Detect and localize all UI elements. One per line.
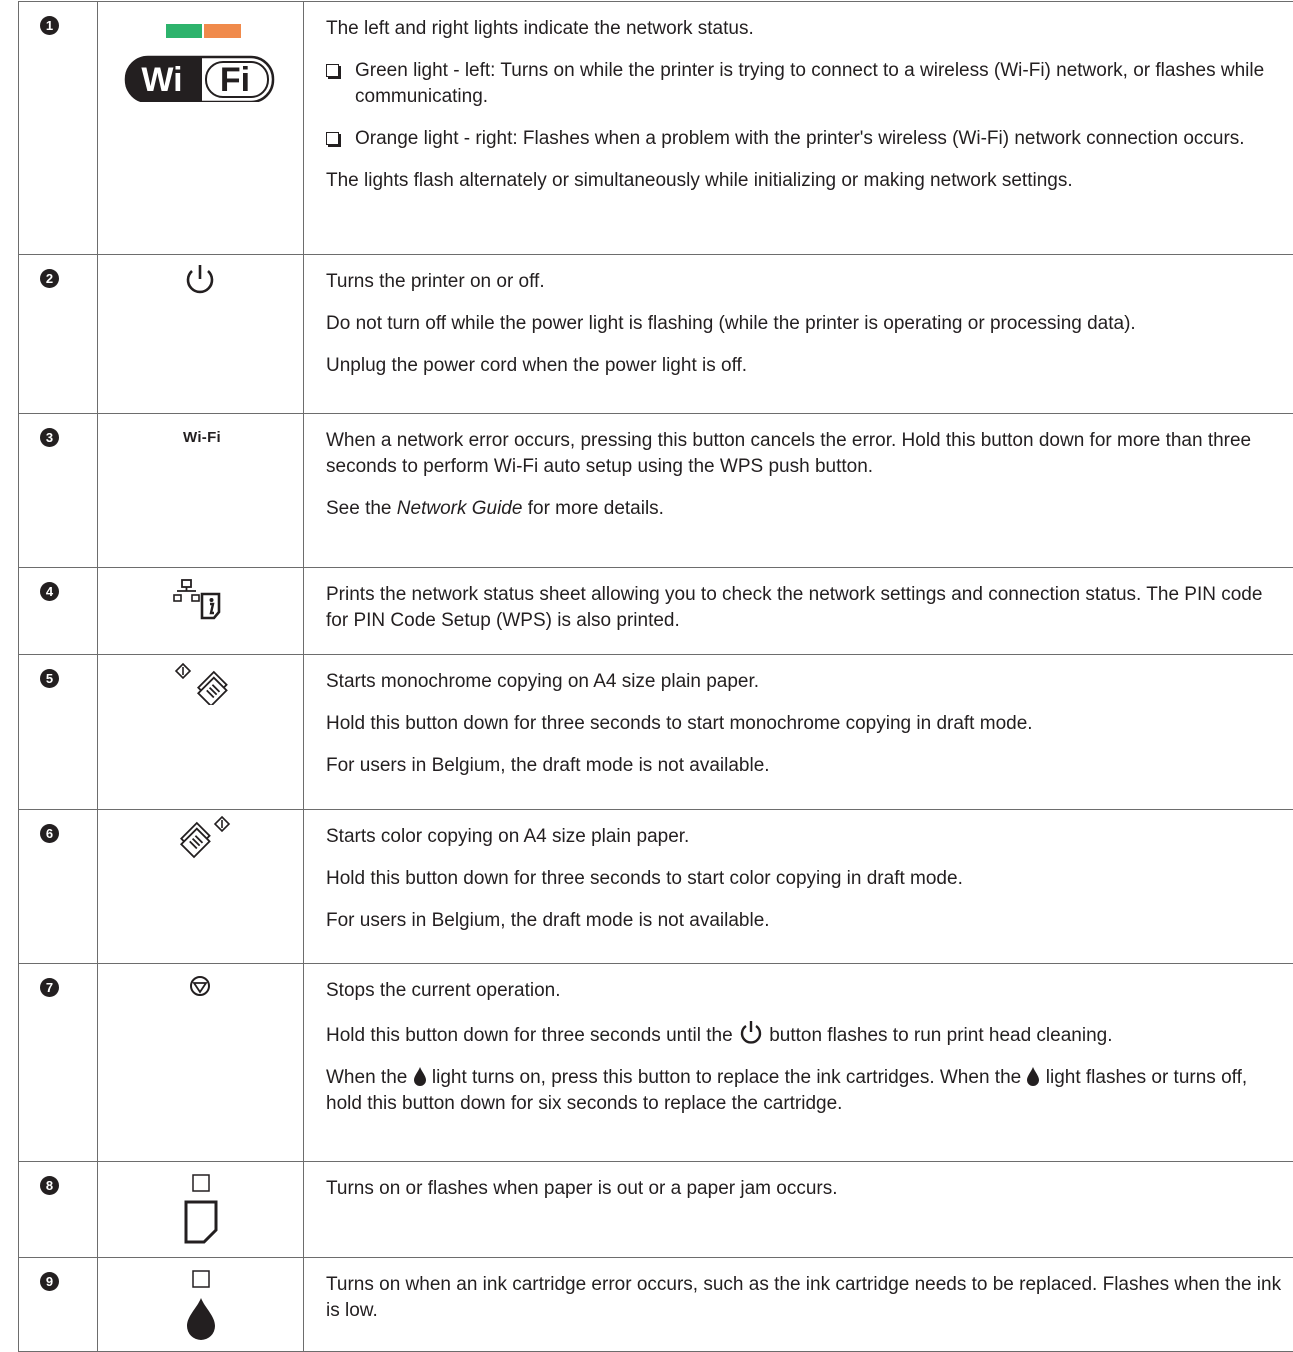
- row-number-badge: 3: [40, 428, 59, 447]
- checkbox-bullet-icon: [326, 64, 339, 77]
- table-row: 9 Turns on when an ink cartridge error occurs, such as the ink cartridge needs to be replaced. Flashes when the ink is low.: [19, 1258, 1293, 1352]
- list-item: Orange light - right: Flashes when a problem with the printer's wireless (Wi-Fi) network connection occurs.: [326, 126, 1283, 168]
- row-number-badge: 6: [40, 824, 59, 843]
- row-number-badge: 1: [40, 16, 59, 35]
- power-icon: [738, 1020, 764, 1044]
- table-row: [19, 2, 1293, 255]
- wifi-icon-text-left: Wi: [141, 61, 182, 99]
- table-row: 5 Starts monochrome copying on A4 size plain paper. Hold this button down for three seconds to start monochrome copying in draft mode. For users in Belgium, the draft mode is not available.: [19, 655, 1293, 810]
- color-copy-icon: [98, 810, 303, 865]
- ink-drop-icon: [1026, 1066, 1040, 1086]
- control-panel-table: [18, 1, 1293, 1352]
- power-icon: [98, 255, 303, 310]
- green-light: [166, 24, 202, 38]
- table-row: 3 Wi-Fi When a network error occurs, pressing this button cancels the error. Hold this button down for more than three seconds to perform Wi-Fi auto setup using the WPS push button. See the Network Guide for more details.: [19, 414, 1293, 568]
- mono-copy-icon: [98, 655, 303, 710]
- row-number-badge: 7: [40, 978, 59, 997]
- list-item: Green light - left: Turns on while the printer is trying to connect to a wireless (Wi-Fi) network, or flashes while communicating.: [326, 58, 1283, 126]
- table-row: 8 Turns on or flashes when paper is out or a paper jam occurs.: [19, 1162, 1293, 1258]
- network-status-sheet-icon: [98, 568, 303, 633]
- ink-drop-icon: [413, 1066, 427, 1086]
- wifi-icon-text-right: Fi: [220, 61, 250, 99]
- row-number-badge: 4: [40, 582, 59, 601]
- orange-light: [204, 24, 241, 38]
- row-outro: The lights flash alternately or simultaneously while initializing or making network settings.: [326, 168, 1283, 194]
- row-number-badge: 5: [40, 669, 59, 688]
- table-row: 2 Turns the printer on or off. Do not turn off while the power light is flashing (while the printer is operating or processing data). Unplug the power cord when the power light is off.: [19, 255, 1293, 414]
- table-row: 7 Stops the current operation. Hold this button down for three seconds until the button flashes to run print head cleaning. When the light turns on, press this button to replace the ink cartridges. When the light flashes or turns off, hold this button down for six seconds to replace the cartridge.: [19, 964, 1293, 1162]
- stop-icon: [98, 964, 303, 1009]
- row-number-badge: 9: [40, 1272, 59, 1291]
- wifi-button-label: Wi-Fi: [183, 429, 221, 446]
- row-number-badge: 8: [40, 1176, 59, 1195]
- paper-light-icon: [98, 1162, 303, 1257]
- checkbox-bullet-icon: [326, 132, 339, 145]
- table-row: 4 Prints the network status sheet allowing you to check the network settings and connection status. The PIN code for PIN Code Setup (WPS) is also printed.: [19, 568, 1293, 655]
- row-number-badge: 2: [40, 269, 59, 288]
- row-intro: The left and right lights indicate the network status.: [326, 16, 1283, 42]
- network-guide-reference: Network Guide: [397, 498, 523, 519]
- ink-light-icon: [98, 1258, 303, 1351]
- table-row: 6 Starts color copying on A4 size plain paper. Hold this button down for three seconds to start color copying in draft mode. For users in Belgium, the draft mode is not available.: [19, 810, 1293, 964]
- wifi-status-lights-icon: [98, 2, 303, 107]
